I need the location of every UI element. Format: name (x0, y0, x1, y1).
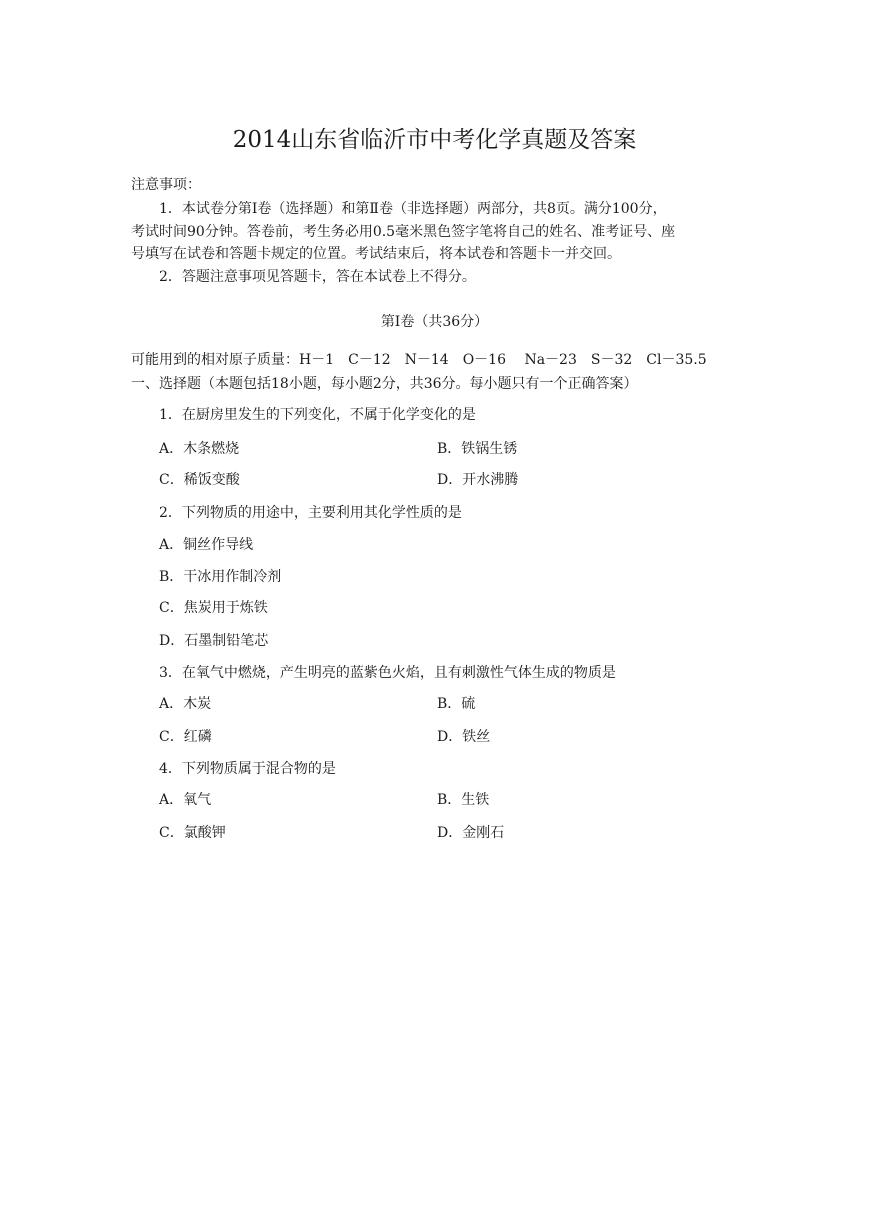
question-4-option-b: B．生铁 (437, 792, 490, 808)
question-4-option-c: C．氯酸钾 (159, 825, 226, 841)
question-2-option-d: D．石墨制铅笔芯 (159, 633, 269, 649)
question-2-option-a: A．铜丝作导线 (159, 537, 254, 553)
question-3-option-d: D．铁丝 (437, 729, 491, 745)
question-1-option-b: B．铁锅生锈 (437, 441, 518, 457)
question-4-option-d: D．金刚石 (437, 825, 505, 841)
question-1-option-a: A．木条燃烧 (159, 441, 240, 457)
question-3-option-a: A．木炭 (159, 696, 212, 712)
notice-heading: 注意事项： (131, 177, 201, 193)
question-2-option-b: B．干冰用作制冷剂 (159, 569, 282, 585)
question-3-stem: 3．在氧气中燃烧，产生明亮的蓝紫色火焰，且有刺激性气体生成的物质是 (159, 665, 616, 681)
question-2-option-c: C．焦炭用于炼铁 (159, 600, 268, 616)
question-1-option-c: C．稀饭变酸 (159, 472, 240, 488)
notice-item-1-line-1: 1．本试卷分第Ⅰ卷（选择题）和第Ⅱ卷（非选择题）两部分，共8页。满分100分， (159, 201, 667, 217)
notice-item-1-line-2: 考试时间90分钟。答卷前，考生务必用0.5毫米黑色签字笔将自己的姓名、准考证号、座 (131, 224, 676, 240)
question-1-option-d: D．开水沸腾 (437, 472, 519, 488)
part-heading: 一、选择题（本题包括18小题，每小题2分，共36分。每小题只有一个正确答案） (131, 376, 638, 392)
notice-item-1-line-3: 号填写在试卷和答题卡规定的位置。考试结束后，将本试卷和答题卡一并交回。 (131, 246, 621, 262)
question-1-stem: 1．在厨房里发生的下列变化，不属于化学变化的是 (159, 407, 476, 423)
question-4-stem: 4．下列物质属于混合物的是 (159, 761, 336, 777)
question-3-option-c: C．红磷 (159, 729, 212, 745)
question-2-stem: 2．下列物质的用途中，主要利用其化学性质的是 (159, 505, 462, 521)
section-heading: 第Ⅰ卷（共36分） (380, 314, 489, 330)
notice-item-2: 2．答题注意事项见答题卡，答在本试卷上不得分。 (159, 269, 476, 285)
atomic-masses: 可能用到的相对原子质量：H－1 C－12 N－14 O－16 Na－23 S－32 Cl－35.5 (131, 352, 707, 368)
question-3-option-b: B．硫 (437, 696, 476, 712)
question-4-option-a: A．氧气 (159, 792, 212, 808)
page-title: 2014山东省临沂市中考化学真题及答案 (232, 127, 637, 153)
